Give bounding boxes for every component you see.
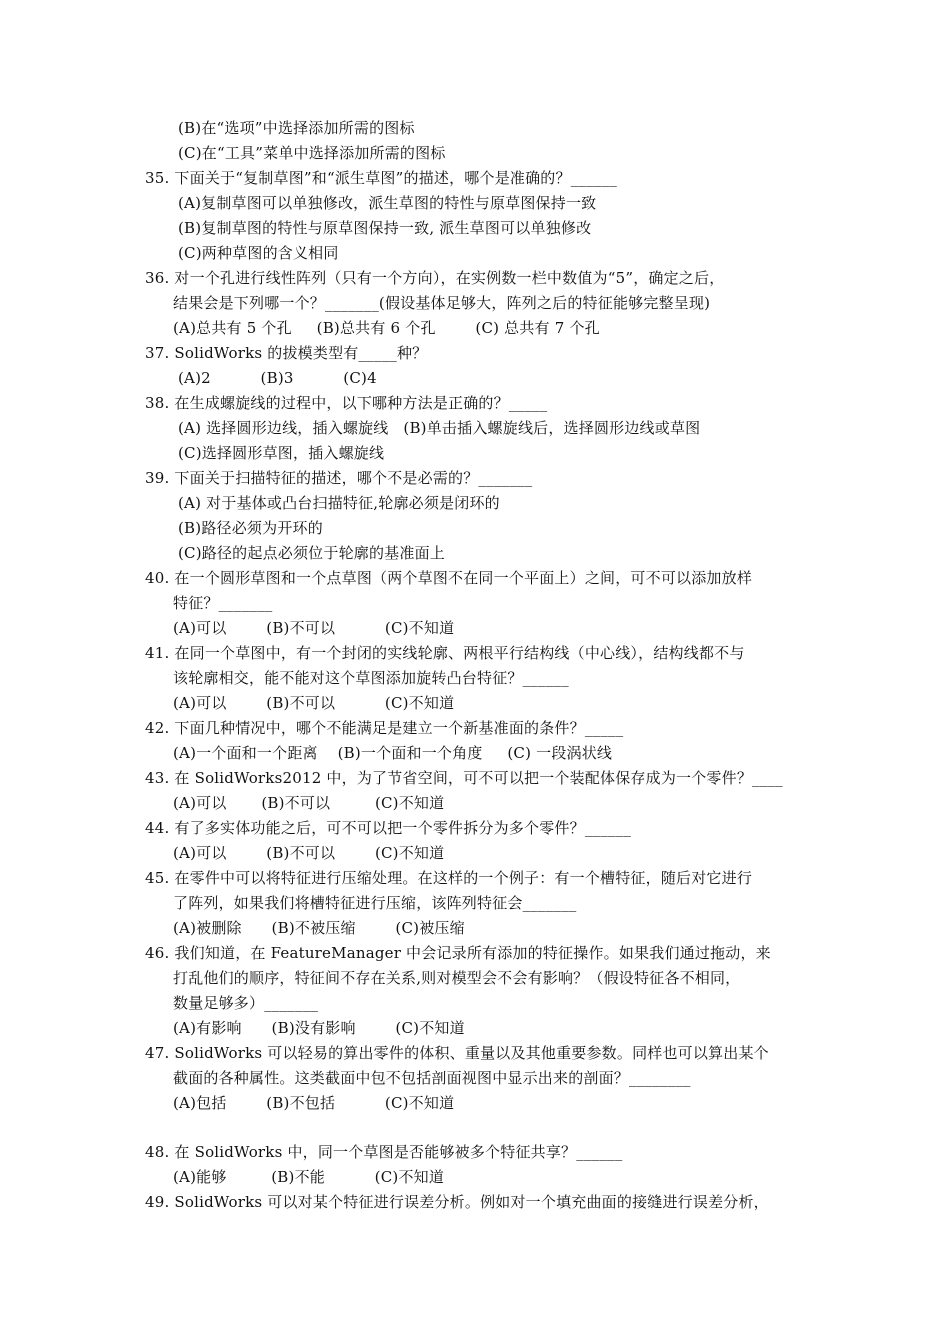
- q47-question-cont: 截面的各种属性。这类截面中包不包括剖面视图中显示出来的剖面？________: [173, 1069, 691, 1087]
- q47-options: (A)包括 (B)不包括 (C)不知道: [173, 1094, 455, 1112]
- q36-question: 36. 对一个孔进行线性阵列（只有一个方向），在实例数一栏中数值为“5”，确定之后，: [145, 269, 725, 287]
- q45-options: (A)被删除 (B)不被压缩 (C)被压缩: [173, 919, 465, 937]
- q40-options: (A)可以 (B)不可以 (C)不知道: [173, 619, 455, 637]
- q39-option-c: (C)路径的起点必须位于轮廓的基准面上: [178, 544, 445, 562]
- q35-question: 35. 下面关于“复制草图”和“派生草图”的描述，哪个是准确的？______: [145, 169, 617, 187]
- q39-question: 39. 下面关于扫描特征的描述，哪个不是必需的？_______: [145, 469, 533, 487]
- q48-options: (A)能够 (B)不能 (C)不知道: [173, 1168, 445, 1186]
- q41-options: (A)可以 (B)不可以 (C)不知道: [173, 694, 455, 712]
- q42-question: 42. 下面几种情况中，哪个不能满足是建立一个新基准面的条件？_____: [145, 719, 624, 737]
- q38-question: 38. 在生成螺旋线的过程中，以下哪种方法是正确的？_____: [145, 394, 548, 412]
- q40-question: 40. 在一个圆形草图和一个点草图（两个草图不在同一个平面上）之间，可不可以添加放样: [145, 569, 753, 587]
- q37-question: 37. SolidWorks 的拔模类型有_____种？: [145, 344, 428, 362]
- q46-question-cont1: 打乱他们的顺序，特征间不存在关系,则对模型会不会有影响？（假设特征各不相同，: [173, 969, 741, 987]
- q39-option-a: (A) 对于基体或凸台扫描特征,轮廓必须是闭环的: [178, 494, 500, 512]
- q34-option-b: (B)在“选项”中选择添加所需的图标: [178, 119, 415, 137]
- q35-option-c: (C)两种草图的含义相同: [178, 244, 339, 262]
- q49-question: 49. SolidWorks 可以对某个特征进行误差分析。例如对一个填充曲面的接缝进行误差分析，: [145, 1193, 769, 1211]
- q41-question: 41. 在同一个草图中，有一个封闭的实线轮廓、两根平行结构线（中心线），结构线都不与: [145, 644, 745, 662]
- q45-question-cont: 了阵列，如果我们将槽特征进行压缩，该阵列特征会_______: [173, 894, 577, 912]
- q46-question: 46. 我们知道，在 FeatureManager 中会记录所有添加的特征操作。如果我们通过拖动，来: [145, 944, 771, 962]
- q36-question-cont: 结果会是下列哪一个？_______(假设基体足够大，阵列之后的特征能够完整呈现): [173, 294, 711, 312]
- q46-options: (A)有影响 (B)没有影响 (C)不知道: [173, 1019, 465, 1037]
- q41-question-cont: 该轮廓相交，能不能对这个草图添加旋转凸台特征？______: [173, 669, 569, 687]
- q43-question: 43. 在 SolidWorks2012 中，为了节省空间，可不可以把一个装配体保存成为一个零件？____: [145, 769, 783, 787]
- q43-options: (A)可以 (B)不可以 (C)不知道: [173, 794, 445, 812]
- q35-option-a: (A)复制草图可以单独修改，派生草图的特性与原草图保持一致: [178, 194, 597, 212]
- q38-option-c: (C)选择圆形草图，插入螺旋线: [178, 444, 385, 462]
- q38-options-ab: (A) 选择圆形边线，插入螺旋线 (B)单击插入螺旋线后，选择圆形边线或草图: [178, 419, 701, 437]
- q36-options: (A)总共有 5 个孔 (B)总共有 6 个孔 (C) 总共有 7 个孔: [173, 319, 600, 337]
- q44-options: (A)可以 (B)不可以 (C)不知道: [173, 844, 445, 862]
- q45-question: 45. 在零件中可以将特征进行压缩处理。在这样的一个例子：有一个槽特征，随后对它进行: [145, 869, 753, 887]
- q47-question: 47. SolidWorks 可以轻易的算出零件的体积、重量以及其他重要参数。同样也可以算出某个: [145, 1044, 769, 1062]
- q48-question: 48. 在 SolidWorks 中，同一个草图是否能够被多个特征共享？______: [145, 1143, 623, 1161]
- q44-question: 44. 有了多实体功能之后，可不可以把一个零件拆分为多个零件？______: [145, 819, 632, 837]
- q37-options: (A)2 (B)3 (C)4: [178, 369, 377, 387]
- q35-option-b: (B)复制草图的特性与原草图保持一致, 派生草图可以单独修改: [178, 219, 592, 237]
- q34-option-c: (C)在“工具”菜单中选择添加所需的图标: [178, 144, 446, 162]
- q39-option-b: (B)路径必须为开环的: [178, 519, 323, 537]
- q46-question-cont2: 数量足够多）_______: [173, 994, 319, 1012]
- q40-question-cont: 特征？_______: [173, 594, 273, 612]
- q42-options: (A)一个面和一个距离 (B)一个面和一个角度 (C) 一段涡状线: [173, 744, 613, 762]
